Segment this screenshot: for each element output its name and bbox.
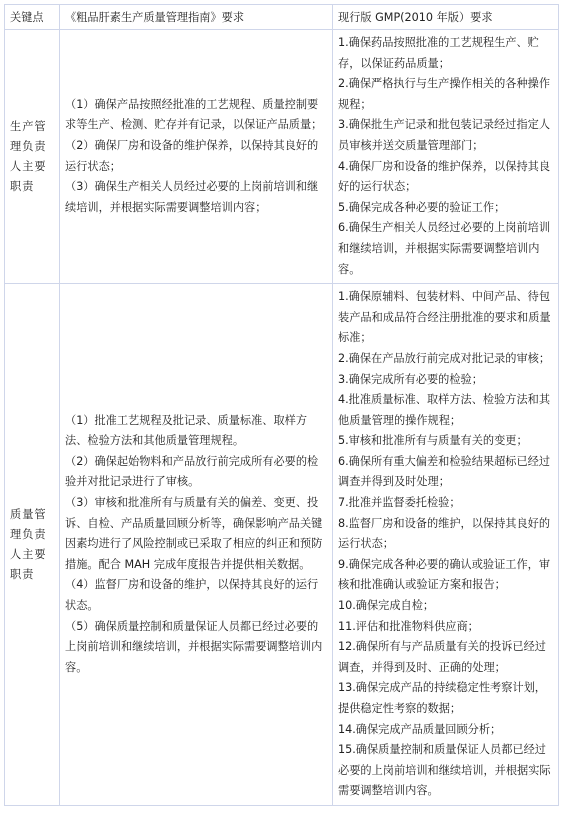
gmp-item: 12.确保所有与产品质量有关的投诉已经过调查，并得到及时、正确的处理； [338, 640, 546, 674]
header-gmp-requirement: 现行版 GMP(2010 年版）要求 [333, 5, 559, 30]
gmp-requirement-cell [333, 30, 559, 284]
comparison-table [4, 4, 559, 806]
key-line: 人主要 [10, 159, 47, 173]
gmp-item: 4.确保厂房和设备的维护保养，以保持其良好的运行状态； [338, 159, 551, 194]
guide-item: （2）确保厂房和设备的维护保养，以保持其良好的运行状态； [65, 138, 319, 173]
gmp-item: 9.确保完成各种必要的确认或验证工作，审核和批准确认或验证方案和报告； [338, 557, 551, 592]
key-line: 理负责 [10, 139, 47, 153]
key-line: 人主要 [10, 547, 47, 561]
gmp-item: 2.确保严格执行与生产操作相关的各种操作规程； [338, 77, 551, 111]
key-line: 职责 [10, 567, 35, 581]
gmp-item: 7.批准并监督委托检验； [338, 496, 461, 510]
header-guide-requirement: 《粗品肝素生产质量管理指南》要求 [60, 5, 333, 30]
gmp-item: 14.确保完成产品质量回顾分析； [338, 722, 502, 736]
gmp-item: 11.评估和批准物料供应商； [338, 619, 479, 633]
gmp-item: 2.确保在产品放行前完成对批记录的审核； [338, 351, 551, 365]
gmp-item: 10.确保完成自检； [338, 599, 435, 613]
gmp-item: 1.确保药品按照批准的工艺规程生产、贮存，以保证药品质量； [338, 36, 539, 70]
key-line: 职责 [10, 179, 35, 193]
gmp-item: 3.确保批生产记录和批包装记录经过指定人员审核并送交质量管理部门； [338, 118, 551, 152]
guide-item: （4）监督厂房和设备的维护，以保持其良好的运行状态。 [65, 578, 319, 613]
guide-item: （3）审核和批准所有与质量有关的偏差、变更、投诉、自检、产品质量回顾分析等，确保影响产品关键因素均进行了风险控制或已采取了相应的纠正和预防措施。配合 MAH 完成年度报告并提供相关数据。 [65, 496, 323, 571]
gmp-item: 5.确保完成各种必要的验证工作； [338, 200, 506, 214]
guide-requirement-cell [60, 30, 333, 284]
gmp-item: 15.确保质量控制和质量保证人员都已经过必要的上岗前培训和继续培训，并根据实际需要调整培训内容。 [338, 743, 551, 798]
key-line: 理负责 [10, 527, 47, 541]
row-quality-manager [5, 284, 559, 806]
gmp-item: 4.批准质量标准、取样方法、检验方法和其他质量管理的操作规程； [338, 393, 551, 427]
guide-item: （3）确保生产相关人员经过必要的上岗前培训和继续培训，并根据实际需要调整培训内容； [65, 180, 319, 214]
guide-requirement-cell [60, 284, 333, 806]
guide-item: （1）确保产品按照经批准的工艺规程、质量控制要求等生产、检测、贮存并有记录，以保证产品质量； [65, 97, 323, 132]
guide-item: （5）确保质量控制和质量保证人员都已经过必要的上岗前培训和继续培训，并根据实际需要调整培训内容。 [65, 619, 323, 674]
guide-item: （1）批准工艺规程及批记录、质量标准、取样方法、检验方法和其他质量管理规程。 [65, 413, 308, 448]
header-row [5, 5, 559, 30]
key-line: 质量管 [10, 507, 47, 521]
row-production-manager [5, 30, 559, 284]
gmp-item: 5.审核和批准所有与质量有关的变更； [338, 434, 528, 448]
header-key-point: 关键点 [5, 5, 60, 30]
gmp-item: 6.确保生产相关人员经过必要的上岗前培训和继续培训，并根据实际需要调整培训内容。 [338, 221, 551, 276]
key-line: 生产管 [10, 119, 47, 133]
gmp-item: 6.确保所有重大偏差和检验结果超标已经过调查并得到及时处理； [338, 454, 551, 489]
gmp-item: 3.确保完成所有必要的检验； [338, 372, 483, 386]
gmp-requirement-cell [333, 284, 559, 806]
guide-item: （2）确保起始物料和产品放行前完成所有必要的检验并对批记录进行了审核。 [65, 454, 319, 489]
key-point-cell [5, 284, 60, 806]
gmp-item: 1.确保原辅料、包装材料、中间产品、待包装产品和成品符合经注册批准的要求和质量标准； [338, 290, 551, 345]
key-point-cell [5, 30, 60, 284]
gmp-item: 13.确保完成产品的持续稳定性考察计划，提供稳定性考察的数据； [338, 681, 546, 715]
gmp-item: 8.监督厂房和设备的维护，以保持其良好的运行状态； [338, 516, 551, 551]
